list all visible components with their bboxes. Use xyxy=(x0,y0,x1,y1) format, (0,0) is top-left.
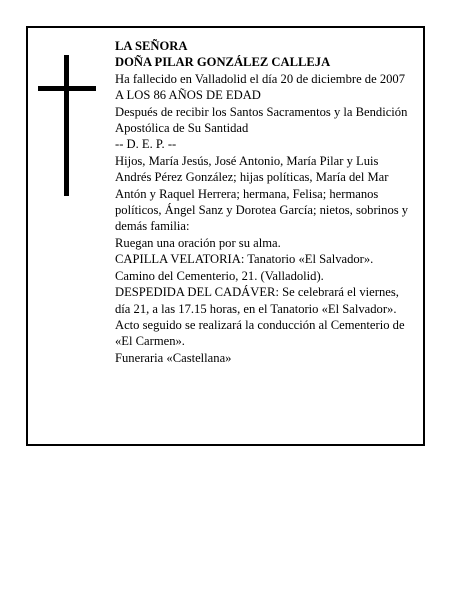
prayer-request: Ruegan una oración por su alma. xyxy=(115,235,281,250)
farewell-info: DESPEDIDA DEL CADÁVER: Se celebrará el viernes, día 21, a las 17.15 horas, en el Tanatorio «El Salvador». Acto seguido se realizará la conducción al Cementerio de «El Carmen». xyxy=(115,285,405,349)
death-announcement: Ha fallecido en Valladolid el día 20 de diciembre de 2007 xyxy=(115,71,406,86)
deceased-name: DOÑA PILAR GONZÁLEZ CALLEJA xyxy=(115,55,331,70)
family-list: Hijos, María Jesús, José Antonio, María Pilar y Luis Andrés Pérez González; hijas políticas, María del Mar Antón y Raquel Herrera; hermana, Felisa; hermanos políticos, Ángel Sanz y Dorotea García; nietos, sobrinos y demás familia: xyxy=(115,153,409,234)
sacraments-line: Después de recibir los Santos Sacramentos y la Bendición Apostólica de Su Santidad xyxy=(115,104,408,136)
honorific: LA SEÑORA xyxy=(115,39,188,53)
age-line: A LOS 86 AÑOS DE EDAD xyxy=(115,88,261,103)
notice-body xyxy=(115,38,410,366)
funeral-home: Funeraria «Castellana» xyxy=(115,350,232,365)
wake-info: CAPILLA VELATORIA: Tanatorio «El Salvador». Camino del Cementerio, 21. (Valladolid). xyxy=(115,252,374,283)
rip-line: -- D. E. P. -- xyxy=(115,137,177,152)
cross-vertical-bar xyxy=(64,55,69,196)
cross-horizontal-bar xyxy=(38,86,96,91)
